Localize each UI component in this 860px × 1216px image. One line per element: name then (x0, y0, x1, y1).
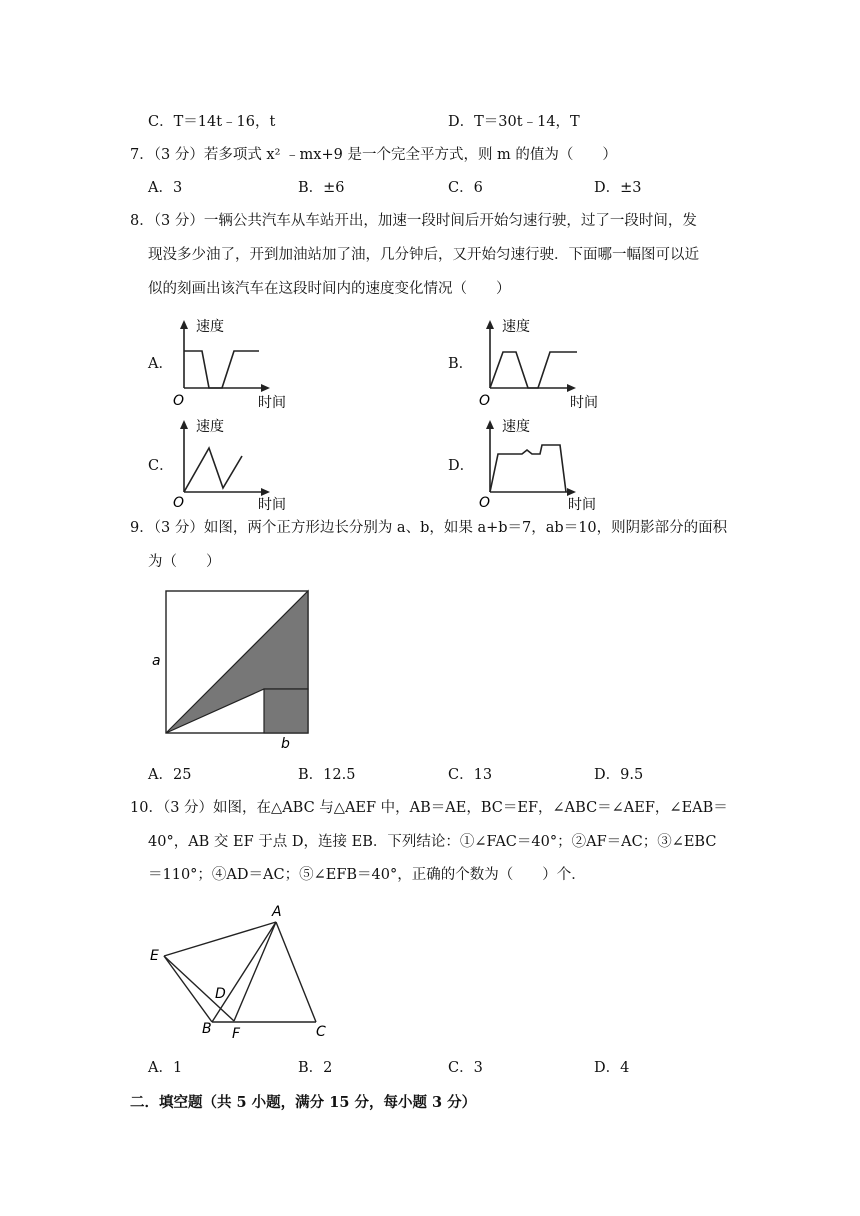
q8-option-a-letter: A． (148, 356, 173, 372)
y-axis-label: 速度 (502, 419, 530, 435)
option-letter: C． (448, 180, 474, 196)
y-axis-label: 速度 (502, 319, 530, 335)
q8-option-d-letter: D． (448, 458, 475, 474)
option-text: 12.5 (323, 767, 356, 783)
q9-squares-figure (150, 585, 320, 755)
question-text: 若多项式 x² ﹣mx+9 是一个完全平方式，则 m 的值为（ ） (203, 147, 617, 163)
question-number: 8． (130, 213, 154, 229)
q8-option-b-letter: B． (448, 356, 474, 372)
option-text: 1 (172, 1060, 183, 1076)
q7-option-a (148, 178, 182, 198)
q9-option-a (148, 765, 191, 785)
section-heading: 二．填空题（共 5 小题，满分 15 分，每小题 3 分） (130, 1094, 477, 1111)
option-letter: D． (594, 1060, 621, 1076)
point-d-label: D (215, 986, 226, 1002)
q6-option-c (148, 112, 275, 132)
option-letter: D． (594, 180, 621, 196)
option-letter: D． (448, 114, 475, 130)
q7-stem (130, 145, 617, 165)
point-e-label: E (150, 948, 159, 964)
x-axis-label: 时间 (570, 395, 598, 411)
point-a-label: A (272, 904, 282, 920)
q8-option-c-letter: C． (148, 458, 174, 474)
option-letter: B． (298, 180, 324, 196)
q8-graph-d (478, 418, 598, 513)
question-number: 9． (130, 520, 154, 536)
q10-option-a (148, 1058, 182, 1078)
q10-option-c (448, 1058, 483, 1078)
option-text: 13 (473, 767, 493, 783)
q8-graph-b (478, 318, 598, 413)
q7-option-b (298, 178, 345, 198)
q9-option-d (594, 765, 643, 785)
label-b: b (281, 736, 290, 752)
option-text: 3 (473, 1060, 483, 1076)
y-axis-label: 速度 (196, 419, 224, 435)
q10-option-b (298, 1058, 332, 1078)
q10-option-d (594, 1058, 629, 1078)
question-number: 7． (130, 147, 154, 163)
option-text: ±6 (323, 180, 345, 196)
option-letter: C． (448, 1060, 474, 1076)
q8-graph-a (172, 318, 292, 413)
x-axis-label: 时间 (258, 395, 286, 411)
point-c-label: C (316, 1024, 326, 1040)
question-number: 10． (130, 800, 163, 816)
x-axis-label: 时间 (568, 497, 596, 513)
q7-option-d (594, 178, 642, 198)
point-f-label: F (232, 1026, 241, 1042)
option-letter: A． (148, 1060, 173, 1076)
origin-label: O (479, 393, 491, 409)
option-letter: A． (148, 767, 173, 783)
question-score: （3 分） (153, 147, 204, 163)
origin-label: O (173, 393, 185, 409)
option-text: 3 (172, 180, 183, 196)
option-letter: A． (148, 180, 173, 196)
x-axis-label: 时间 (258, 497, 286, 513)
q7-option-c (448, 178, 483, 198)
question-score: （3 分） (153, 520, 204, 536)
option-letter: B． (298, 1060, 324, 1076)
q6-option-c-text: T＝14t﹣16，t (173, 114, 276, 130)
y-axis-label: 速度 (196, 319, 224, 335)
option-letter: D． (594, 767, 621, 783)
q10-stem-line3: ＝110°；④AD＝AC；⑤∠EFB＝40°，正确的个数为（ ）个． (148, 867, 586, 883)
q9-stem-line1 (130, 518, 727, 538)
origin-label: O (173, 495, 185, 511)
q10-stem-line2: 40°，AB 交 EF 于点 D，连接 EB．下列结论：①∠FAC＝40°；②AF＝AC；③∠EBC (148, 834, 717, 850)
q6-option-d (448, 112, 580, 132)
label-a: a (152, 653, 161, 669)
q8-stem-line2: 现没多少油了，开到加油站加了油，几分钟后，又开始匀速行驶．下面哪一幅图可以近 (148, 247, 699, 263)
option-text: 4 (620, 1060, 630, 1076)
option-text: 9.5 (620, 767, 644, 783)
option-letter: C． (148, 114, 174, 130)
q9-option-b (298, 765, 355, 785)
q10-stem-line1 (130, 798, 728, 818)
point-b-label: B (202, 1021, 212, 1037)
option-text: 6 (473, 180, 483, 196)
option-letter: C． (448, 767, 474, 783)
question-score: （3 分） (162, 800, 214, 816)
question-score: （3 分） (153, 213, 204, 229)
q8-stem-line1 (130, 211, 697, 231)
q9-stem-line2: 为（ ） (148, 554, 221, 570)
q8-graph-c (172, 418, 292, 513)
option-text: 2 (323, 1060, 333, 1076)
question-text: 一辆公共汽车从车站开出，加速一段时间后开始匀速行驶，过了一段时间，发 (203, 213, 697, 229)
q10-triangles-figure (148, 900, 348, 1045)
question-text: 如图，在△ABC 与△AEF 中，AB＝AE，BC＝EF，∠ABC＝∠AEF，∠EAB＝ (213, 800, 728, 816)
option-letter: B． (298, 767, 324, 783)
option-text: 25 (172, 767, 192, 783)
q6-option-d-text: T＝30t﹣14，T (474, 114, 580, 130)
option-text: ±3 (620, 180, 642, 196)
q8-stem-line3: 似的刻画出该汽车在这段时间内的速度变化情况（ ） (148, 281, 511, 297)
origin-label: O (479, 495, 491, 511)
q9-option-c (448, 765, 492, 785)
question-text: 如图，两个正方形边长分别为 a、b，如果 a+b＝7，ab＝10，则阴影部分的面积 (203, 520, 728, 536)
